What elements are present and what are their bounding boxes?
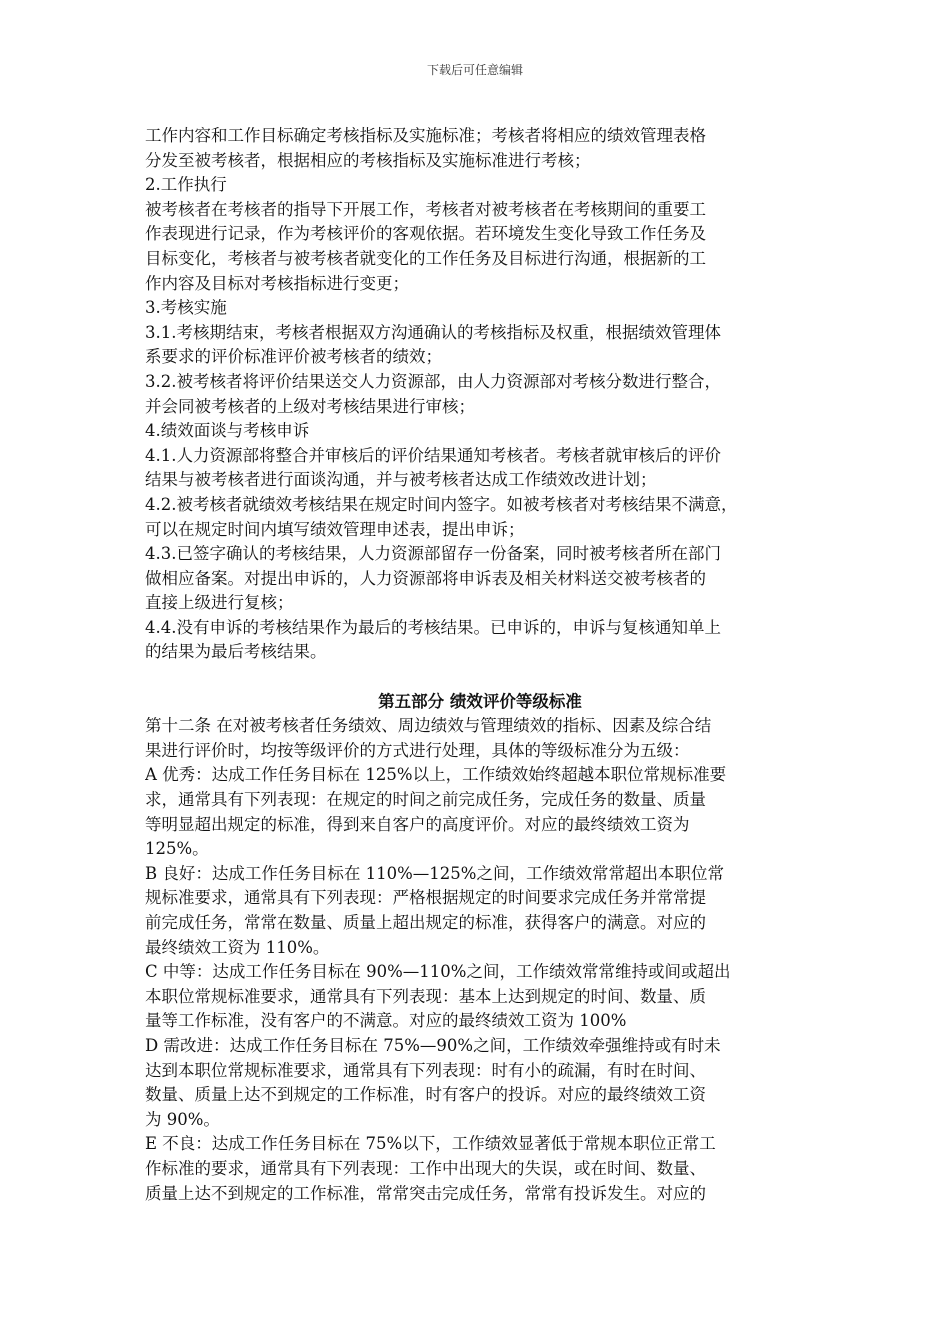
text-line: 第十二条 在对被考核者任务绩效、周边绩效与管理绩效的指标、因素及综合结 [145, 716, 712, 736]
text-line: 量等工作标准，没有客户的不满意。对应的最终绩效工资为 100% [145, 1011, 627, 1031]
text-line: 求，通常具有下列表现：在规定的时间之前完成任务，完成任务的数量、质量 [145, 790, 706, 810]
text-line: 系要求的评价标准评价被考核者的绩效； [145, 347, 442, 367]
text-line: 为 90%。 [145, 1109, 220, 1129]
text-line: A 优秀：达成工作任务目标在 125%以上，工作绩效始终超越本职位常规标准要 [145, 765, 727, 785]
section-title: 第五部分 绩效评价等级标准 [378, 691, 582, 711]
text-line: 4.4.没有申诉的考核结果作为最后的考核结果。已申诉的，申诉与复核通知单上 [145, 617, 721, 637]
text-line: 2.工作执行 [145, 175, 227, 195]
text-line: B 良好：达成工作任务目标在 110%—125%之间，工作绩效常常超出本职位常 [145, 863, 724, 883]
text-line: 规标准要求，通常具有下列表现：严格根据规定的时间要求完成任务并常常提 [145, 888, 706, 908]
text-line: 本职位常规标准要求，通常具有下列表现：基本上达到规定的时间、数量、质 [145, 986, 706, 1006]
text-line: 可以在规定时间内填写绩效管理申述表，提出申诉； [145, 519, 525, 539]
paragraph-block-procedure [145, 124, 815, 665]
text-line: C 中等：达成工作任务目标在 90%—110%之间，工作绩效常常维持或间或超出 [145, 962, 731, 982]
paragraph-block-grades [145, 714, 815, 1206]
text-line: 的结果为最后考核结果。 [145, 642, 327, 662]
text-line: 被考核者在考核者的指导下开展工作，考核者对被考核者在考核期间的重要工 [145, 199, 706, 219]
text-line: 数量、质量上达不到规定的工作标准，时有客户的投诉。对应的最终绩效工资 [145, 1085, 706, 1105]
text-line: 4.2.被考核者就绩效考核结果在规定时间内签字。如被考核者对考核结果不满意， [145, 494, 738, 514]
text-line: 等明显超出规定的标准，得到来自客户的高度评价。对应的最终绩效工资为 [145, 814, 690, 834]
text-line: 作表现进行记录，作为考核评价的客观依据。若环境发生变化导致工作任务及 [145, 224, 706, 244]
text-line: 3.1.考核期结束，考核者根据双方沟通确认的考核指标及权重，根据绩效管理体 [145, 322, 721, 342]
text-line: 作标准的要求，通常具有下列表现：工作中出现大的失误，或在时间、数量、 [145, 1158, 706, 1178]
text-line: 做相应备案。对提出申诉的，人力资源部将申诉表及相关材料送交被考核者的 [145, 568, 706, 588]
text-line: 目标变化，考核者与被考核者就变化的工作任务及目标进行沟通，根据新的工 [145, 248, 706, 268]
page-header: 下载后可任意编辑 [426, 63, 523, 77]
text-line: 前完成任务，常常在数量、质量上超出规定的标准，获得客户的满意。对应的 [145, 913, 706, 932]
text-line: 125%。 [145, 839, 209, 859]
text-line: 工作内容和工作目标确定考核指标及实施标准；考核者将相应的绩效管理表格 [145, 126, 706, 145]
text-line: 质量上达不到规定的工作标准，常常突击完成任务，常常有投诉发生。对应的 [145, 1183, 706, 1203]
text-line: 并会同被考核者的上级对考核结果进行审核； [145, 396, 475, 416]
text-line: 达到本职位常规标准要求，通常具有下列表现：时有小的疏漏，有时在时间、 [145, 1060, 706, 1080]
text-line: 4.1.人力资源部将整合并审核后的评价结果通知考核者。考核者就审核后的评价 [145, 445, 721, 465]
text-line: 3.考核实施 [145, 298, 227, 318]
text-line: 3.2.被考核者将评价结果送交人力资源部，由人力资源部对考核分数进行整合， [145, 371, 721, 391]
text-line: 结果与被考核者进行面谈沟通，并与被考核者达成工作绩效改进计划； [145, 470, 657, 490]
document-body [145, 124, 815, 1206]
text-line: 分发至被考核者，根据相应的考核指标及实施标准进行考核； [145, 150, 591, 170]
text-line: 4.3.已签字确认的考核结果，人力资源部留存一份备案，同时被考核者所在部门 [145, 544, 721, 564]
text-line: 作内容及目标对考核指标进行变更； [145, 273, 409, 293]
text-line: 果进行评价时，均按等级评价的方式进行处理，具体的等级标准分为五级： [145, 740, 690, 760]
text-line: D 需改进：达成工作任务目标在 75%—90%之间，工作绩效牵强维持或有时未 [145, 1035, 721, 1055]
text-line: 直接上级进行复核； [145, 593, 294, 613]
text-line: E 不良：达成工作任务目标在 75%以下，工作绩效显著低于常规本职位正常工 [145, 1134, 716, 1154]
text-line: 最终绩效工资为 110%。 [145, 937, 330, 957]
text-line: 4.绩效面谈与考核申诉 [145, 421, 310, 441]
